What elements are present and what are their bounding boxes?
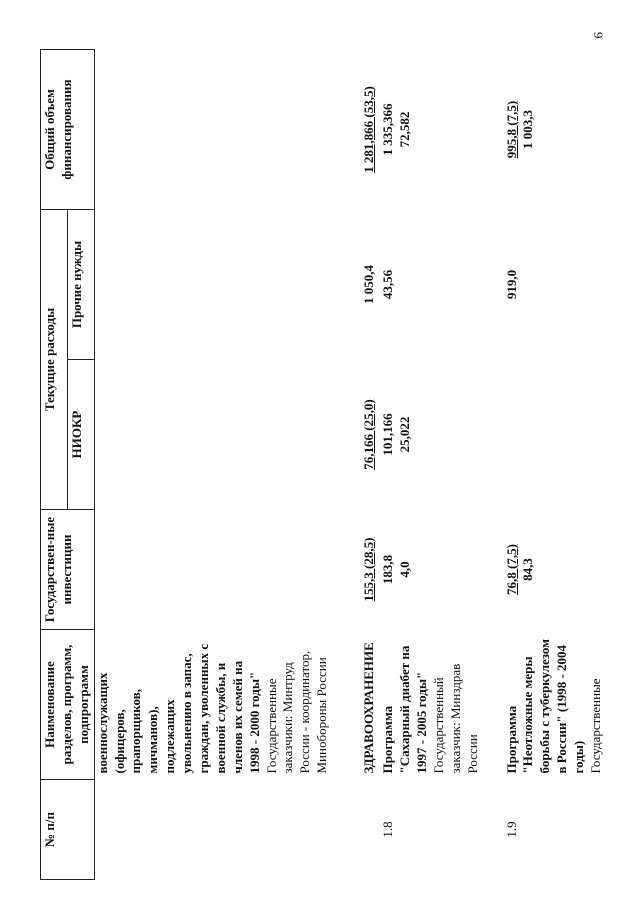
- section-total: 1 281,866 (53,5): [360, 86, 376, 173]
- continuation-cell: [94, 630, 345, 780]
- section-niokr: 76,166 (25,0): [360, 399, 376, 470]
- financing-table: [40, 49, 614, 880]
- continuation-row: [94, 50, 345, 880]
- table-header: [41, 50, 95, 880]
- row-name: Программа "Неотложные меры борьбы с туберкулезом в России" (1998 - 2004 годы): [503, 638, 587, 774]
- header-num: № п/п: [41, 780, 95, 880]
- page-number: 9: [591, 32, 606, 39]
- row-customer: Государственные: [588, 678, 604, 774]
- continuation-customer: Государственные заказчики: Минтруд России - координатор, Минобороны России: [263, 650, 330, 774]
- row-invest-top: 76,8 (7,5): [503, 544, 519, 595]
- row-name: Программа "Сахарный диабет на 1997 - 2005 годы": [380, 645, 430, 774]
- row-number: 1.8: [380, 821, 396, 838]
- row-total-bottom: 1 003,3: [520, 110, 536, 149]
- header-total: Общий объем финансирования: [41, 50, 95, 210]
- row-other-bottom: 43,56: [380, 269, 396, 300]
- row-other-top: 919,0: [503, 269, 519, 300]
- continuation-name: военнослужащих (офицеров, прапорщиков, мичманов), подлежащих увольнению в запас, граждан, уволенных с военной службы, и членов их семей на 1998 - 2000 годы": [94, 643, 262, 774]
- section-invest: 155,3 (28,5): [360, 537, 376, 602]
- row-name-cell: [379, 630, 488, 780]
- row-total-top: 995,8 (7,5): [503, 100, 519, 159]
- row-customer: Государственный заказчик: Минздрав России: [431, 663, 480, 774]
- rotated-table-frame: [40, 50, 604, 880]
- row-name-cell: [503, 630, 612, 780]
- row-number: 1.9: [503, 821, 519, 838]
- row-invest-bottom: 4,0: [397, 561, 413, 578]
- section-other: 1 050,4: [360, 265, 376, 304]
- header-invest: Государствен-ные инвестиции: [41, 510, 95, 630]
- header-current: Текущие расходы: [41, 210, 68, 510]
- row-total-bottom: 72,582: [397, 111, 413, 148]
- row-total-top: 1 335,366: [380, 103, 396, 156]
- row-niokr-top: 101,166: [380, 413, 396, 456]
- table-row: [503, 50, 612, 880]
- table-row: [379, 50, 488, 880]
- header-other: Прочие нужды: [67, 210, 94, 360]
- header-niokr: НИОКР: [67, 360, 94, 510]
- header-name: Наименование разделов, программ, подпрограмм: [41, 630, 95, 780]
- row-niokr-bottom: 25,022: [397, 416, 413, 453]
- section-name: ЗДРАВООХРАНЕНИЕ: [360, 642, 376, 774]
- row-invest-bottom: 84,3: [520, 558, 536, 581]
- row-invest-top: 183,8: [380, 554, 396, 585]
- section-row: [360, 50, 380, 880]
